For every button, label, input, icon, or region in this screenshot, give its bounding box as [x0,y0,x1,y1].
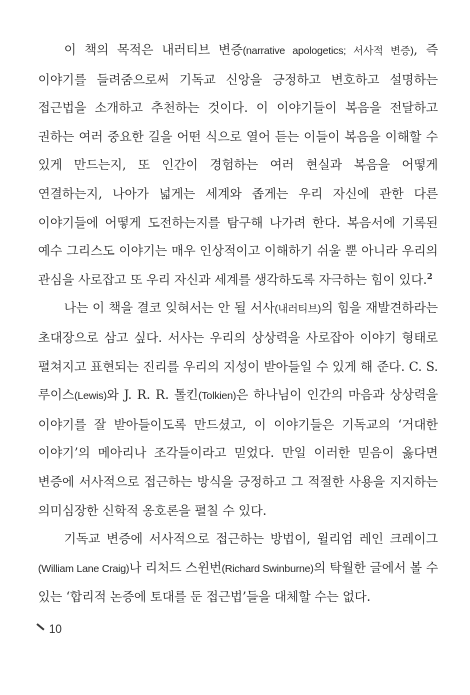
page-marker-icon [36,622,46,632]
footnote-marker: 2 [426,270,433,281]
p2-text-c: 와 J. R. R. 톨킨 [106,387,199,403]
p1-text-b: , 즉 이야기를 들려줌으로써 기독교 신앙을 긍정하고 변호하고 설명하는 접근법을 소개하고 추천하는 것이다. 이 이야기들이 복음을 전달하고 권하는 여러 중요한 길을 어떤 식으로 열어 듣는 이들이 복음을 이해할 수 있게 만드는지, 또 인간이 경험하는 여러 현실과 복음을 어떻게 연결하는지, 나아가 넓게는 세계와 좁게는 우리 자신에 관한 다른 이야기들에 어떻게 도전하는지를 탐구해 나가려 한다. 복음서에 기록된 예수 그리스도 이야기는 매우 인상적이고 이해하기 쉬울 뿐 아니라 우리의 관심을 사로잡고 또 우리 자신과 세계를 생각하도록 자극하는 힘이 있다. [38,42,439,287]
p2-text-d: 은 하나님이 인간의 마음과 상상력을 이야기를 잘 받아들이도록 만드셨고, 이 이야기들은 기독교의 ‘거대한 이야기’의 메아리나 조각들이라고 믿었다. 만일 이러한 믿음이 옳다면 변증에 서사적으로 접근하는 방식을 긍정하고 그 적절한 사용을 지지하는 의미심장한 신학적 옹호론을 펼칠 수 있다. [38,387,438,518]
p2-parenthetical-1: (내러티브) [274,303,321,316]
paragraph-2 [38,294,438,525]
body-text [38,36,438,612]
page-footer [36,624,62,636]
p3-parenthetical-2: (Richard Swinburne) [221,562,314,575]
p3-text-c: 의 탁월한 글에서 볼 수 있는 ‘합리적 논증에 토대를 둔 접근법’들을 대체할 수는 없다. [38,559,439,605]
p1-parenthetical: (narrative apologetics; 서사적 변증) [242,45,414,57]
p3-parenthetical-1: (William Lane Craig) [38,562,130,575]
p2-text-b: 의 힘을 재발견하라는 초대장으로 삼고 싶다. 서사는 우리의 상상력을 사로잡아 이야기 형태로 펼쳐지고 표현되는 진리를 우리의 지성이 받아들일 수 있게 해 준다. C. S. 루이스 [38,300,438,403]
p2-text-a: 나는 이 책을 결코 잊혀서는 안 될 서사 [64,300,275,316]
p3-text-a: 기독교 변증에 서사적으로 접근하는 방법이, 윌리엄 레인 크레이그 [64,531,438,547]
paragraph-3 [38,525,438,612]
page-number: 10 [49,624,62,636]
paragraph-1 [38,36,438,294]
p2-parenthetical-3: (Tolkien) [198,390,237,403]
p1-text-a: 이 책의 목적은 내러티브 변증 [64,42,243,57]
p3-text-b: 나 리처드 스윈번 [129,559,222,575]
p2-parenthetical-2: (Lewis) [74,390,107,403]
